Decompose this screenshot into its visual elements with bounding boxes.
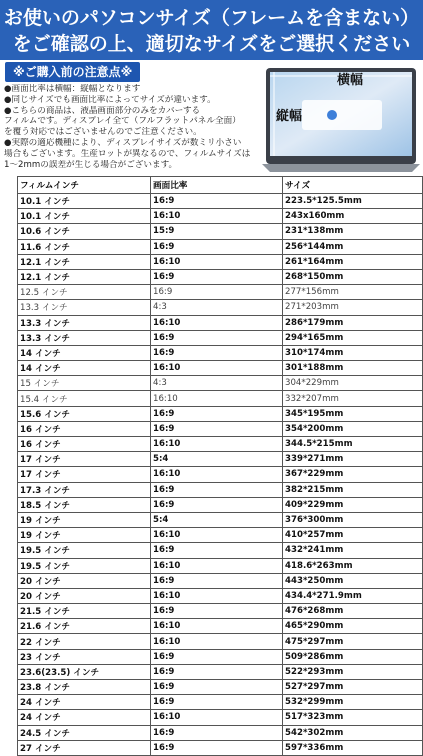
- table-row: [18, 680, 423, 695]
- cell-inch: 18.5 インチ: [18, 497, 151, 512]
- table-row: [18, 300, 423, 315]
- cell-inch: 12.1 インチ: [18, 269, 151, 284]
- cell-ratio: 5:4: [151, 452, 283, 467]
- cell-inch: 24 インチ: [18, 695, 151, 710]
- cell-size: 256*144mm: [283, 239, 423, 254]
- cell-inch: 14 インチ: [18, 361, 151, 376]
- table-row: [18, 558, 423, 573]
- cell-size: 410*257mm: [283, 528, 423, 543]
- cell-size: 268*150mm: [283, 269, 423, 284]
- cell-ratio: 16:9: [151, 406, 283, 421]
- cell-size: 332*207mm: [283, 391, 423, 406]
- cell-inch: 15.6 インチ: [18, 406, 151, 421]
- cell-ratio: 16:9: [151, 680, 283, 695]
- col-header-inch: フィルムインチ: [18, 177, 151, 194]
- cell-size: 367*229mm: [283, 467, 423, 482]
- cell-inch: 24.5 インチ: [18, 725, 151, 740]
- table-row: [18, 725, 423, 740]
- cell-size: 223.5*125.5mm: [283, 194, 423, 209]
- cell-inch: 20 インチ: [18, 588, 151, 603]
- cell-size: 509*286mm: [283, 649, 423, 664]
- cell-ratio: 16:9: [151, 695, 283, 710]
- table-row: [18, 604, 423, 619]
- table-row: [18, 330, 423, 345]
- cell-inch: 13.3 インチ: [18, 300, 151, 315]
- cell-size: 310*174mm: [283, 345, 423, 360]
- cell-ratio: 16:10: [151, 588, 283, 603]
- cell-inch: 23 インチ: [18, 649, 151, 664]
- cell-inch: 27 インチ: [18, 740, 151, 755]
- table-row: [18, 315, 423, 330]
- table-row: [18, 269, 423, 284]
- cell-inch: 14 インチ: [18, 345, 151, 360]
- cell-size: 286*179mm: [283, 315, 423, 330]
- screen-logo-icon: [327, 110, 337, 120]
- cell-ratio: 16:9: [151, 345, 283, 360]
- cell-size: 443*250mm: [283, 573, 423, 588]
- cell-ratio: 16:9: [151, 664, 283, 679]
- table-row: [18, 194, 423, 209]
- cell-inch: 23.8 インチ: [18, 680, 151, 695]
- notice-line: 1～2mmの誤差が生じる場合がございます。: [4, 159, 178, 170]
- cell-inch: 13.3 インチ: [18, 330, 151, 345]
- cell-size: 261*164mm: [283, 254, 423, 269]
- cell-inch: 21.5 インチ: [18, 604, 151, 619]
- cell-inch: 19.5 インチ: [18, 543, 151, 558]
- cell-inch: 23.6(23.5) インチ: [18, 664, 151, 679]
- cell-size: 432*241mm: [283, 543, 423, 558]
- cell-ratio: 16:10: [151, 209, 283, 224]
- cell-inch: 19 インチ: [18, 528, 151, 543]
- cell-ratio: 16:10: [151, 619, 283, 634]
- cell-inch: 19.5 インチ: [18, 558, 151, 573]
- header-line-2: をご確認の上、適切なサイズをご選択ください: [12, 33, 411, 55]
- cell-size: 345*195mm: [283, 406, 423, 421]
- table-row: [18, 588, 423, 603]
- laptop-diagram: [262, 64, 420, 174]
- cell-inch: 24 インチ: [18, 710, 151, 725]
- cell-ratio: 16:10: [151, 437, 283, 452]
- table-row: [18, 391, 423, 406]
- cell-ratio: 4:3: [151, 300, 283, 315]
- cell-ratio: 5:4: [151, 512, 283, 527]
- cell-ratio: 16:10: [151, 528, 283, 543]
- notice-line: フィルムです。ディスプレイ全て（フルフラットパネル全面）: [4, 116, 241, 127]
- table-row: [18, 345, 423, 360]
- cell-inch: 16 インチ: [18, 421, 151, 436]
- table-row: [18, 649, 423, 664]
- table-row: [18, 406, 423, 421]
- size-table: [17, 176, 423, 756]
- cell-ratio: 16:9: [151, 604, 283, 619]
- cell-size: 382*215mm: [283, 482, 423, 497]
- cell-size: 517*323mm: [283, 710, 423, 725]
- cell-inch: 10.1 インチ: [18, 194, 151, 209]
- cell-ratio: 16:9: [151, 330, 283, 345]
- cell-size: 231*138mm: [283, 224, 423, 239]
- table-row: [18, 740, 423, 755]
- cell-size: 304*229mm: [283, 376, 423, 391]
- table-header-row: [18, 177, 423, 194]
- notice-list: [4, 84, 259, 170]
- cell-inch: 15.4 インチ: [18, 391, 151, 406]
- cell-ratio: 16:9: [151, 269, 283, 284]
- table-row: [18, 695, 423, 710]
- table-row: [18, 224, 423, 239]
- cell-ratio: 16:10: [151, 391, 283, 406]
- table-row: [18, 421, 423, 436]
- cell-ratio: 15:9: [151, 224, 283, 239]
- cell-ratio: 16:10: [151, 315, 283, 330]
- table-row: [18, 634, 423, 649]
- cell-size: 271*203mm: [283, 300, 423, 315]
- cell-size: 476*268mm: [283, 604, 423, 619]
- notice-line: ●同じサイズでも画面比率によってサイズが違います。: [4, 94, 216, 105]
- table-row: [18, 467, 423, 482]
- cell-ratio: 16:10: [151, 254, 283, 269]
- cell-ratio: 16:9: [151, 725, 283, 740]
- table-row: [18, 528, 423, 543]
- table-row: [18, 452, 423, 467]
- cell-inch: 21.6 インチ: [18, 619, 151, 634]
- table-row: [18, 664, 423, 679]
- laptop-base: [262, 164, 420, 172]
- table-row: [18, 254, 423, 269]
- cell-size: 339*271mm: [283, 452, 423, 467]
- cell-size: 376*300mm: [283, 512, 423, 527]
- cell-inch: 19 インチ: [18, 512, 151, 527]
- cell-ratio: 16:10: [151, 710, 283, 725]
- notice-line: ●画面比率は横幅：縦幅となります: [4, 84, 141, 94]
- cell-ratio: 16:10: [151, 361, 283, 376]
- cell-inch: 17.3 インチ: [18, 482, 151, 497]
- cell-ratio: 16:10: [151, 634, 283, 649]
- cell-size: 301*188mm: [283, 361, 423, 376]
- notice-title: ※ご購入前の注意点※: [5, 62, 140, 82]
- cell-size: 277*156mm: [283, 285, 423, 300]
- cell-inch: 22 インチ: [18, 634, 151, 649]
- cell-size: 542*302mm: [283, 725, 423, 740]
- cell-ratio: 16:9: [151, 194, 283, 209]
- cell-inch: 12.1 インチ: [18, 254, 151, 269]
- table-row: [18, 285, 423, 300]
- cell-ratio: 16:9: [151, 573, 283, 588]
- notice-line: 場合もございます。生産ロットが異なるので、フィルムサイズは: [4, 148, 251, 159]
- table-row: [18, 482, 423, 497]
- cell-inch: 10.1 インチ: [18, 209, 151, 224]
- table-row: [18, 209, 423, 224]
- cell-size: 344.5*215mm: [283, 437, 423, 452]
- cell-ratio: 4:3: [151, 376, 283, 391]
- cell-size: 434.4*271.9mm: [283, 588, 423, 603]
- width-label: 横幅: [337, 73, 364, 88]
- cell-ratio: 16:9: [151, 239, 283, 254]
- cell-ratio: 16:9: [151, 285, 283, 300]
- cell-ratio: 16:9: [151, 649, 283, 664]
- cell-size: 532*299mm: [283, 695, 423, 710]
- table-row: [18, 619, 423, 634]
- cell-inch: 17 インチ: [18, 467, 151, 482]
- table-row: [18, 710, 423, 725]
- cell-inch: 16 インチ: [18, 437, 151, 452]
- cell-size: 597*336mm: [283, 740, 423, 755]
- cell-ratio: 16:9: [151, 740, 283, 755]
- table-row: [18, 376, 423, 391]
- screen-window: [302, 100, 382, 130]
- cell-inch: 20 インチ: [18, 573, 151, 588]
- cell-size: 527*297mm: [283, 680, 423, 695]
- height-label: 縦幅: [276, 109, 303, 124]
- notice-line: を覆う対応ではございませんのでご注意ください。: [4, 127, 202, 138]
- cell-ratio: 16:9: [151, 543, 283, 558]
- table-row: [18, 497, 423, 512]
- col-header-size: サイズ: [283, 177, 423, 194]
- cell-size: 418.6*263mm: [283, 558, 423, 573]
- table-row: [18, 573, 423, 588]
- cell-size: 243x160mm: [283, 209, 423, 224]
- cell-size: 294*165mm: [283, 330, 423, 345]
- col-header-ratio: 画面比率: [151, 177, 283, 194]
- table-row: [18, 437, 423, 452]
- cell-ratio: 16:9: [151, 482, 283, 497]
- header-banner: [0, 0, 423, 60]
- cell-inch: 13.3 インチ: [18, 315, 151, 330]
- cell-inch: 12.5 インチ: [18, 285, 151, 300]
- cell-size: 475*297mm: [283, 634, 423, 649]
- table-row: [18, 239, 423, 254]
- notice-line: ●実際の適応機種により、ディスプレイサイズが数ミリ小さい: [4, 137, 242, 148]
- cell-inch: 15 インチ: [18, 376, 151, 391]
- cell-ratio: 16:9: [151, 497, 283, 512]
- table-row: [18, 512, 423, 527]
- cell-ratio: 16:9: [151, 421, 283, 436]
- table-row: [18, 361, 423, 376]
- cell-size: 522*293mm: [283, 664, 423, 679]
- cell-ratio: 16:10: [151, 558, 283, 573]
- cell-size: 409*229mm: [283, 497, 423, 512]
- cell-inch: 10.6 インチ: [18, 224, 151, 239]
- cell-ratio: 16:10: [151, 467, 283, 482]
- table-row: [18, 543, 423, 558]
- cell-inch: 17 インチ: [18, 452, 151, 467]
- cell-size: 354*200mm: [283, 421, 423, 436]
- cell-size: 465*290mm: [283, 619, 423, 634]
- notice-line: ●こちらの商品は、液晶画面部分のみをカバーする: [4, 105, 201, 116]
- header-line-1: お使いのパソコンサイズ（フレームを含まない）: [3, 7, 420, 29]
- cell-inch: 11.6 インチ: [18, 239, 151, 254]
